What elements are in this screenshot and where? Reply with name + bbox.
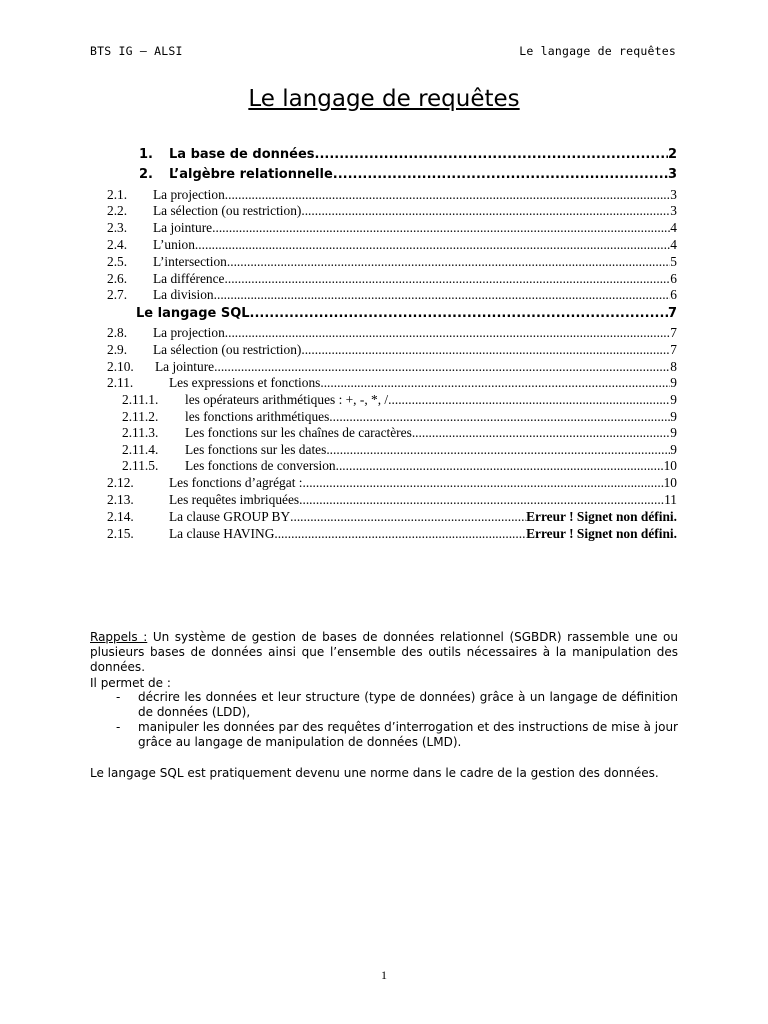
bullet-marker: - [116, 720, 121, 734]
toc-label: La base de données [169, 147, 315, 162]
page-title: Le langage de requêtes [248, 86, 520, 112]
closing-paragraph: Le langage SQL est pratiquement devenu une norme dans le cadre de la gestion des données. [90, 766, 659, 780]
toc-number: 2.15. [107, 526, 134, 541]
toc-leader [329, 409, 670, 425]
toc-leader [195, 237, 670, 253]
toc-leader [326, 442, 670, 458]
toc-number: 2.3. [107, 220, 128, 235]
toc-leader [250, 306, 668, 321]
toc-label: La projection [153, 187, 225, 202]
toc-page: 4 [670, 220, 677, 235]
rappels-text: Un système de gestion de bases de données relationnel (SGBDR) rassemble une ou plusieurs bases de données ainsi que l’ensemble des outils nécessaires à la manipulation des données. [90, 630, 678, 674]
toc-page: 9 [670, 392, 677, 407]
toc-entry[interactable] [122, 425, 677, 441]
toc-label: les fonctions arithmétiques [185, 409, 330, 424]
toc-entry[interactable] [107, 271, 677, 287]
toc-number: 2. [139, 167, 153, 182]
toc-page: 5 [670, 254, 677, 269]
toc-leader [212, 220, 670, 236]
list-item-text: manipuler les données par des requêtes d’interrogation et des instructions de mise à jour grâce au langage de manipulation de données (LMD). [138, 720, 678, 749]
toc-label: La clause GROUP BY [169, 509, 291, 524]
toc-page: 7 [667, 306, 677, 321]
toc-page: 9 [670, 425, 677, 440]
toc-page: 3 [670, 187, 677, 202]
toc-entry[interactable] [122, 392, 677, 408]
toc-entry[interactable] [107, 342, 677, 358]
toc-entry[interactable] [107, 526, 677, 542]
toc-leader [303, 475, 664, 491]
toc-number: 2.4. [107, 237, 128, 252]
toc-number: 2.14. [107, 509, 134, 524]
toc-entry[interactable] [136, 306, 677, 321]
toc-page: 3 [670, 203, 677, 218]
toc-entry[interactable] [107, 203, 677, 219]
toc-page: 11 [664, 492, 677, 507]
list-item [116, 720, 678, 750]
toc-entry[interactable] [107, 359, 677, 375]
toc-leader [214, 359, 670, 375]
toc-label: Les fonctions de conversion [185, 458, 336, 473]
toc-entry[interactable] [122, 458, 677, 474]
toc-page: 10 [663, 458, 677, 473]
toc-number: 2.9. [107, 342, 128, 357]
toc-page: 9 [670, 409, 677, 424]
toc-number: 2.1. [107, 187, 128, 202]
header-right: Le langage de requêtes [519, 44, 676, 58]
list-item-text: décrire les données et leur structure (type de données) grâce à un langage de définition de données (LDD), [138, 690, 678, 719]
header-left: BTS IG – ALSI [90, 44, 183, 58]
toc-label: les opérateurs arithmétiques : +, -, *, / [185, 392, 389, 407]
toc-page: 6 [670, 271, 677, 286]
toc-leader [301, 342, 670, 358]
toc-label: Les fonctions d’agrégat : [169, 475, 303, 490]
toc-leader [225, 325, 671, 341]
toc-entry[interactable] [107, 287, 677, 303]
toc-label: L’algèbre relationnelle [169, 167, 333, 182]
toc-leader [301, 203, 670, 219]
toc-number: 2.7. [107, 287, 128, 302]
toc-page-error: Erreur ! Signet non défini. [526, 526, 677, 541]
toc-entry[interactable] [107, 325, 677, 341]
toc-label: La projection [153, 325, 225, 340]
toc-entry[interactable] [107, 492, 677, 508]
toc-number: 2.11.2. [122, 409, 159, 424]
toc-number: 1. [139, 147, 153, 162]
toc-number: 2.12. [107, 475, 134, 490]
toc-leader [412, 425, 670, 441]
toc-label: La jointure [153, 220, 213, 235]
toc-page: 4 [670, 237, 677, 252]
toc-number: 2.11.1. [122, 392, 159, 407]
toc-label: L’intersection [153, 254, 227, 269]
toc-leader [290, 509, 526, 525]
toc-entry[interactable] [139, 147, 677, 162]
toc-entry[interactable] [107, 375, 677, 391]
toc-page: 3 [667, 167, 677, 182]
toc-entry[interactable] [107, 509, 677, 525]
toc-page: 10 [663, 475, 677, 490]
toc-page: 7 [670, 342, 677, 357]
toc-leader [225, 271, 671, 287]
toc-number: 2.11.5. [122, 458, 159, 473]
toc-entry[interactable] [107, 237, 677, 253]
toc-page-error: Erreur ! Signet non défini. [526, 509, 677, 524]
toc-label: Les expressions et fonctions [169, 375, 321, 390]
toc-label: La jointure [155, 359, 215, 374]
page-number: 1 [381, 968, 387, 982]
toc-entry[interactable] [107, 220, 677, 236]
toc-leader [274, 526, 526, 542]
toc-number: 2.6. [107, 271, 128, 286]
toc-label: Les fonctions sur les chaînes de caractères [185, 425, 412, 440]
toc-leader [320, 375, 670, 391]
toc-label: Le langage SQL [136, 306, 250, 321]
toc-label: Les fonctions sur les dates [185, 442, 327, 457]
toc-entry[interactable] [122, 409, 677, 425]
toc-number: 2.11.4. [122, 442, 159, 457]
toc-label: La sélection (ou restriction) [153, 342, 302, 357]
toc-label: La sélection (ou restriction) [153, 203, 302, 218]
toc-leader [214, 287, 671, 303]
toc-leader [336, 458, 664, 474]
bullet-marker: - [116, 690, 121, 704]
toc-label: L’union [153, 237, 195, 252]
toc-number: 2.8. [107, 325, 128, 340]
toc-page: 2 [667, 147, 677, 162]
toc-label: La différence [153, 271, 225, 286]
toc-leader [225, 187, 671, 203]
list-item [116, 690, 678, 720]
toc-entry[interactable] [107, 187, 677, 203]
rappels-paragraph [90, 630, 678, 675]
toc-leader [315, 147, 668, 162]
toc-entry[interactable] [139, 167, 677, 182]
toc-number: 2.2. [107, 203, 128, 218]
toc-page: 7 [670, 325, 677, 340]
toc-number: 2.13. [107, 492, 134, 507]
toc-number: 2.5. [107, 254, 128, 269]
rappels-intro: Il permet de : [90, 676, 171, 690]
toc-number: 2.11. [107, 375, 134, 390]
toc-page: 9 [670, 375, 677, 390]
toc-label: La division [153, 287, 214, 302]
toc-label: Les requêtes imbriquées [169, 492, 300, 507]
toc-number: 2.10. [107, 359, 134, 374]
toc-number: 2.11.3. [122, 425, 159, 440]
toc-leader [299, 492, 664, 508]
toc-page: 9 [670, 442, 677, 457]
toc-leader [388, 392, 670, 408]
toc-entry[interactable] [107, 475, 677, 491]
toc-entry[interactable] [107, 254, 677, 270]
toc-page: 6 [670, 287, 677, 302]
toc-entry[interactable] [122, 442, 677, 458]
toc-leader [333, 167, 668, 182]
rappels-label: Rappels : [90, 630, 148, 644]
toc-leader [227, 254, 670, 270]
toc-page: 8 [670, 359, 677, 374]
toc-label: La clause HAVING [169, 526, 275, 541]
